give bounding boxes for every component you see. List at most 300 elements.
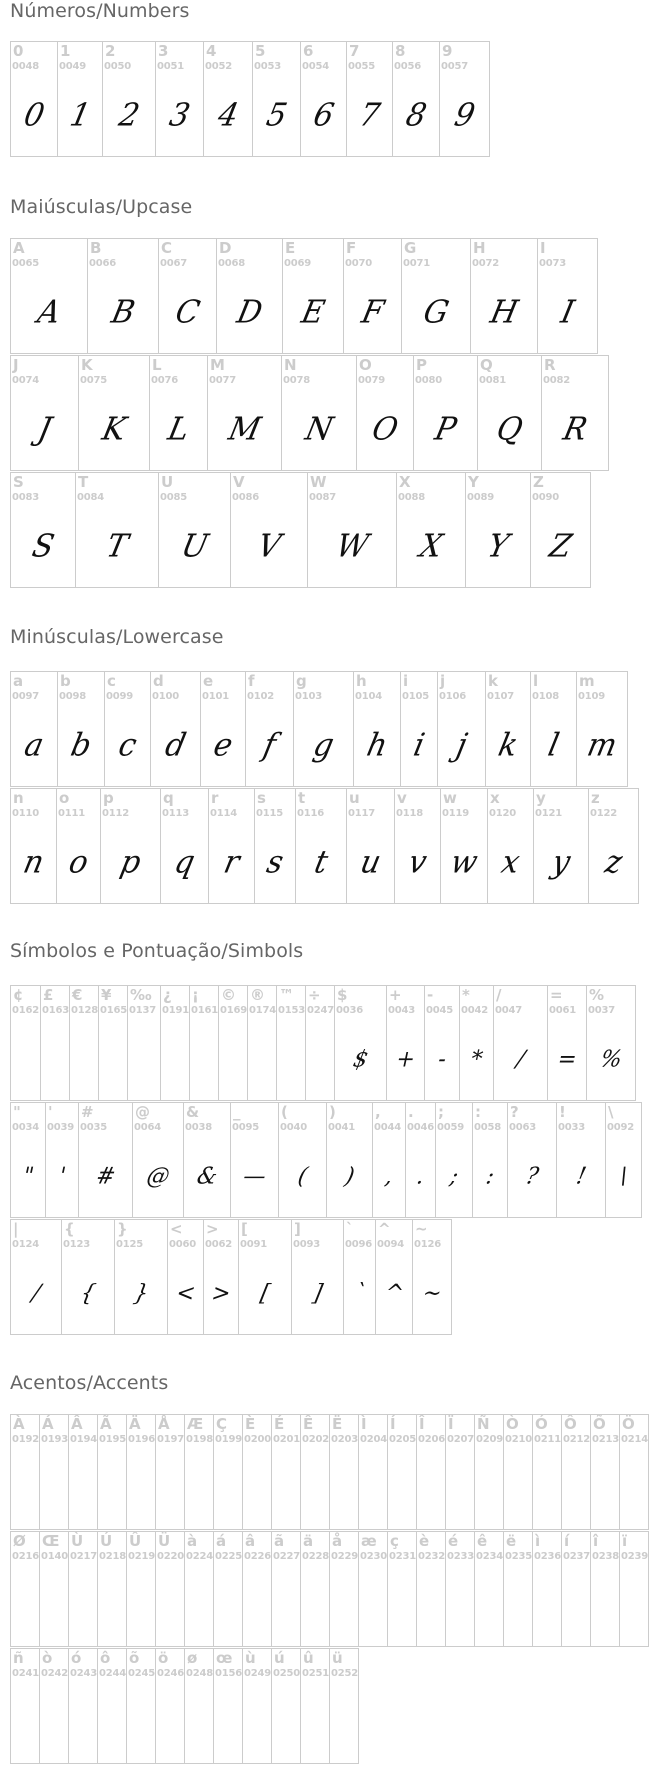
glyph-cell [561, 1531, 591, 1647]
glyph-cell [97, 1648, 127, 1764]
character-code: 0202 [302, 1434, 330, 1445]
script-glyph-preview: - [435, 1046, 449, 1073]
glyph-cell [343, 1219, 376, 1335]
character-label: 0 [13, 42, 24, 60]
script-glyph-preview: % [597, 1046, 625, 1073]
glyph-cell [158, 472, 231, 588]
character-code: 0048 [12, 61, 40, 72]
character-label: w [443, 789, 457, 807]
character-label: É [274, 1415, 285, 1433]
character-code: 0076 [151, 375, 179, 386]
glyph-cell [445, 1531, 475, 1647]
character-code: 0092 [607, 1122, 635, 1133]
character-label: Ø [13, 1532, 26, 1550]
glyph-cell [10, 1414, 40, 1530]
glyph-cell [10, 238, 88, 354]
character-label: c [107, 672, 116, 690]
character-code: 0115 [256, 808, 284, 819]
glyph-cell [561, 1414, 591, 1530]
character-code: 0070 [345, 258, 373, 269]
character-code: 0034 [12, 1122, 40, 1133]
glyph-cell [276, 985, 306, 1101]
character-label: Õ [593, 1415, 606, 1433]
character-code: 0250 [273, 1668, 301, 1679]
section-title-lowercase: Minúsculas/Lowercase [10, 626, 224, 648]
glyph-cell [213, 1414, 243, 1530]
character-label: ™ [279, 986, 294, 1004]
character-code: 0082 [543, 375, 571, 386]
script-glyph-preview [590, 1458, 620, 1521]
script-glyph-preview: " [20, 1163, 36, 1190]
script-glyph-preview [213, 1575, 243, 1638]
character-code: 0078 [283, 375, 311, 386]
character-label: € [72, 986, 83, 1004]
script-glyph-preview: Y [484, 528, 512, 565]
script-glyph-preview: X [416, 528, 446, 565]
script-glyph-preview: 0 [20, 97, 48, 134]
character-label: ) [329, 1103, 336, 1121]
character-code: 0100 [152, 691, 180, 702]
character-label: Â [71, 1415, 83, 1433]
script-glyph-preview [416, 1458, 446, 1521]
character-code: 0205 [389, 1434, 417, 1445]
script-glyph-preview [503, 1575, 533, 1638]
character-code: 0081 [479, 375, 507, 386]
script-glyph-preview [68, 1692, 98, 1755]
character-label: u [349, 789, 360, 807]
character-code: 0237 [563, 1551, 591, 1562]
glyph-cell [416, 1414, 446, 1530]
glyph-cell [329, 1531, 359, 1647]
glyph-cell [387, 1531, 417, 1647]
glyph-cell [413, 355, 478, 471]
character-code: 0242 [41, 1668, 69, 1679]
character-label: W [310, 473, 327, 491]
character-code: 0252 [331, 1668, 359, 1679]
script-glyph-preview: e [210, 727, 236, 764]
script-glyph-preview: { [78, 1280, 98, 1307]
script-glyph-preview [276, 1029, 306, 1092]
glyph-cell [343, 238, 402, 354]
script-glyph-preview: K [98, 411, 130, 448]
script-glyph-preview [10, 1029, 41, 1092]
character-label: = [550, 986, 563, 1004]
character-label: z [591, 789, 600, 807]
script-glyph-preview: N [302, 411, 337, 448]
character-label: D [219, 239, 232, 257]
character-label: ~ [415, 1220, 428, 1238]
character-code: 0156 [215, 1668, 243, 1679]
script-glyph-preview: o [65, 844, 92, 881]
character-code: 0125 [116, 1239, 144, 1250]
glyph-cell [300, 1648, 330, 1764]
glyph-cell [207, 355, 282, 471]
character-code: 0231 [389, 1551, 417, 1562]
character-label: q [163, 789, 174, 807]
glyph-cell [160, 788, 209, 904]
script-glyph-preview [329, 1692, 359, 1755]
glyph-cell [440, 788, 488, 904]
character-label: 4 [206, 42, 217, 60]
script-glyph-preview: 3 [166, 97, 194, 134]
character-code: 0243 [70, 1668, 98, 1679]
character-code: 0096 [345, 1239, 373, 1250]
character-label: j [440, 672, 446, 690]
glyph-cell [605, 1102, 642, 1218]
character-code: 0123 [63, 1239, 91, 1250]
glyph-cell [68, 1648, 98, 1764]
character-label: È [245, 1415, 256, 1433]
character-label: Z [533, 473, 544, 491]
script-glyph-preview [126, 1575, 156, 1638]
character-label: 6 [303, 42, 314, 60]
character-label: _ [233, 1103, 241, 1121]
character-code: 0248 [186, 1668, 214, 1679]
character-code: 0235 [505, 1551, 533, 1562]
character-label: { [64, 1220, 75, 1238]
script-glyph-preview [300, 1575, 330, 1638]
character-label: í [564, 1532, 570, 1550]
character-label: 7 [349, 42, 360, 60]
script-glyph-preview [242, 1458, 272, 1521]
character-label: î [593, 1532, 599, 1550]
character-code: 0204 [360, 1434, 388, 1445]
character-code: 0090 [532, 492, 560, 503]
script-glyph-preview [445, 1575, 475, 1638]
character-code: 0201 [273, 1434, 301, 1445]
character-code: 0050 [104, 61, 132, 72]
character-label: v [397, 789, 407, 807]
script-glyph-preview: I [557, 294, 578, 331]
glyph-cell [532, 1414, 562, 1530]
glyph-cell [149, 355, 208, 471]
glyph-cell [435, 1102, 473, 1218]
glyph-cell [439, 41, 490, 157]
character-code: 0033 [558, 1122, 586, 1133]
character-label: Í [390, 1415, 396, 1433]
character-code: 0063 [509, 1122, 537, 1133]
section-title-simbols: Símbolos e Pontuação/Simbols [10, 940, 304, 962]
script-glyph-preview: T [103, 528, 132, 565]
character-code: 0055 [348, 61, 376, 72]
character-label: 1 [60, 42, 71, 60]
character-code: 0086 [232, 492, 260, 503]
script-glyph-preview: 4 [214, 97, 242, 134]
script-glyph-preview [387, 1458, 417, 1521]
glyph-cell [104, 671, 151, 787]
glyph-cell [254, 788, 296, 904]
script-glyph-preview [68, 1575, 98, 1638]
glyph-grid-row [10, 788, 638, 904]
script-glyph-preview [69, 1029, 99, 1092]
glyph-cell [356, 355, 414, 471]
character-code: 0057 [441, 61, 469, 72]
glyph-cell [590, 1414, 620, 1530]
character-code: 0195 [99, 1434, 127, 1445]
script-glyph-preview [126, 1458, 156, 1521]
glyph-cell [213, 1531, 243, 1647]
character-code: 0117 [348, 808, 376, 819]
glyph-cell [252, 41, 301, 157]
character-label: ä [303, 1532, 314, 1550]
script-glyph-preview: b [67, 727, 95, 764]
character-code: 0121 [535, 808, 563, 819]
character-code: 0056 [394, 61, 422, 72]
glyph-cell [437, 671, 486, 787]
character-code: 0194 [70, 1434, 98, 1445]
glyph-cell [10, 1648, 40, 1764]
character-code: 0219 [128, 1551, 156, 1562]
character-code: 0106 [439, 691, 467, 702]
character-code: 0052 [205, 61, 233, 72]
character-label: * [462, 986, 470, 1004]
script-glyph-preview [590, 1575, 620, 1638]
glyph-cell [590, 1531, 620, 1647]
script-glyph-preview: l [544, 727, 563, 764]
character-code: 0212 [563, 1434, 591, 1445]
character-code: 0067 [160, 258, 188, 269]
script-glyph-preview: * [468, 1046, 485, 1073]
character-code: 0068 [218, 258, 246, 269]
character-code: 0216 [12, 1551, 40, 1562]
glyph-grid-row [10, 1648, 358, 1764]
character-label: ' [48, 1103, 53, 1121]
character-code: 0060 [169, 1239, 197, 1250]
character-label: ü [332, 1649, 343, 1667]
character-code: 0042 [461, 1005, 489, 1016]
script-glyph-preview: L [164, 411, 193, 448]
glyph-cell [78, 1102, 133, 1218]
character-label: d [153, 672, 164, 690]
character-code: 0233 [447, 1551, 475, 1562]
character-code: 0234 [476, 1551, 504, 1562]
script-glyph-preview: S [28, 528, 58, 565]
character-code: 0084 [77, 492, 105, 503]
glyph-cell [530, 472, 591, 588]
character-label: ? [510, 1103, 519, 1121]
character-code: 0054 [302, 61, 330, 72]
character-code: 0124 [12, 1239, 40, 1250]
character-label: ` [346, 1220, 354, 1238]
glyph-cell [10, 788, 57, 904]
character-label: ï [622, 1532, 628, 1550]
script-glyph-preview: y [548, 844, 574, 881]
glyph-cell [282, 238, 344, 354]
glyph-cell [102, 41, 156, 157]
character-label: ® [250, 986, 265, 1004]
character-label: Ó [535, 1415, 548, 1433]
character-code: 0037 [588, 1005, 616, 1016]
script-glyph-preview [387, 1575, 417, 1638]
character-label: Ú [100, 1532, 113, 1550]
script-glyph-preview [305, 1029, 335, 1092]
script-glyph-preview [218, 1029, 248, 1092]
character-label: e [203, 672, 214, 690]
character-label: | [13, 1220, 19, 1238]
script-glyph-preview: p [117, 844, 145, 881]
character-label: â [245, 1532, 256, 1550]
glyph-cell [387, 1414, 417, 1530]
script-glyph-preview: } [131, 1280, 151, 1307]
glyph-cell [485, 671, 531, 787]
character-label: ì [535, 1532, 541, 1550]
character-code: 0066 [89, 258, 117, 269]
character-code: 0247 [307, 1005, 335, 1016]
character-code: 0229 [331, 1551, 359, 1562]
character-label: ë [506, 1532, 517, 1550]
script-glyph-preview: i [410, 727, 428, 764]
character-code: 0165 [100, 1005, 128, 1016]
glyph-cell [78, 355, 150, 471]
glyph-cell [184, 1648, 214, 1764]
character-code: 0128 [71, 1005, 99, 1016]
glyph-cell [503, 1414, 533, 1530]
glyph-cell [530, 671, 577, 787]
character-code: 0047 [495, 1005, 523, 1016]
glyph-cell [230, 472, 308, 588]
glyph-cell [155, 1648, 185, 1764]
character-label: 8 [395, 42, 406, 60]
character-label: ê [477, 1532, 488, 1550]
character-label: C [161, 239, 173, 257]
character-code: 0088 [398, 492, 426, 503]
character-label: Ô [564, 1415, 577, 1433]
script-glyph-preview: H [487, 294, 522, 331]
script-glyph-preview [155, 1458, 185, 1521]
script-glyph-preview [474, 1458, 504, 1521]
character-label: x [490, 789, 500, 807]
script-glyph-preview [474, 1575, 504, 1638]
glyph-cell [619, 1531, 649, 1647]
character-label: m [579, 672, 595, 690]
character-label: % [589, 986, 605, 1004]
script-glyph-preview: c [115, 727, 140, 764]
character-label: ç [390, 1532, 399, 1550]
glyph-cell [477, 355, 542, 471]
character-code: 0192 [12, 1434, 40, 1445]
character-code: 0232 [418, 1551, 446, 1562]
glyph-cell [400, 671, 438, 787]
character-label: k [488, 672, 498, 690]
character-label: Î [419, 1415, 425, 1433]
character-code: 0214 [621, 1434, 649, 1445]
script-glyph-preview: J [34, 411, 55, 448]
character-label: @ [135, 1103, 150, 1121]
script-glyph-preview: Z [546, 528, 575, 565]
glyph-cell [401, 238, 471, 354]
script-glyph-preview [184, 1575, 214, 1638]
glyph-cell [126, 1414, 156, 1530]
glyph-cell [45, 1102, 79, 1218]
character-label: ‰ [130, 986, 152, 1004]
character-label: ÷ [308, 986, 321, 1004]
glyph-cell [160, 985, 190, 1101]
glyph-cell [87, 238, 159, 354]
character-code: 0043 [388, 1005, 416, 1016]
character-code: 0191 [162, 1005, 190, 1016]
script-glyph-preview: ` [351, 1280, 368, 1307]
character-code: 0072 [472, 258, 500, 269]
script-glyph-preview [97, 1458, 127, 1521]
character-code: 0224 [186, 1551, 214, 1562]
glyph-cell [271, 1531, 301, 1647]
character-code: 0225 [215, 1551, 243, 1562]
script-glyph-preview: w [447, 844, 481, 881]
script-glyph-preview [155, 1575, 185, 1638]
glyph-cell [576, 671, 628, 787]
character-label: ñ [13, 1649, 24, 1667]
character-code: 0137 [129, 1005, 157, 1016]
character-label: ] [294, 1220, 301, 1238]
glyph-cell [358, 1531, 388, 1647]
glyph-cell [305, 985, 335, 1101]
character-code: 0062 [205, 1239, 233, 1250]
script-glyph-preview: z [601, 844, 626, 881]
glyph-cell [56, 788, 101, 904]
glyph-cell [537, 238, 598, 354]
character-code: 0211 [534, 1434, 562, 1445]
character-label: À [13, 1415, 25, 1433]
script-glyph-preview: t [311, 844, 332, 881]
character-code: 0099 [106, 691, 134, 702]
glyph-cell [474, 1531, 504, 1647]
character-label: L [152, 356, 162, 374]
glyph-cell [307, 472, 397, 588]
character-code: 0114 [210, 808, 238, 819]
script-glyph-preview [561, 1575, 591, 1638]
section-title-upcase: Maiúsculas/Upcase [10, 196, 193, 218]
character-label: a [13, 672, 24, 690]
glyph-cell [271, 1648, 301, 1764]
character-code: 0238 [592, 1551, 620, 1562]
glyph-cell [126, 1531, 156, 1647]
character-code: 0153 [278, 1005, 306, 1016]
character-code: 0083 [12, 492, 40, 503]
character-code: 0103 [295, 691, 323, 702]
character-code: 0079 [358, 375, 386, 386]
character-label: Ä [129, 1415, 141, 1433]
character-label: : [475, 1103, 481, 1121]
script-glyph-preview [619, 1458, 649, 1521]
character-label: O [359, 356, 372, 374]
character-label: , [375, 1103, 381, 1121]
script-glyph-preview: 6 [310, 97, 338, 134]
character-label: ^ [378, 1220, 391, 1238]
glyph-cell [334, 985, 387, 1101]
character-label: h [356, 672, 367, 690]
script-glyph-preview: 9 [451, 97, 479, 134]
character-label: S [13, 473, 24, 491]
character-code: 0038 [185, 1122, 213, 1133]
character-code: 0107 [487, 691, 515, 702]
character-code: 0119 [442, 808, 470, 819]
character-code: 0213 [592, 1434, 620, 1445]
glyph-grid-row [10, 41, 489, 157]
character-code: 0049 [59, 61, 87, 72]
character-label: Ï [448, 1415, 454, 1433]
character-code: 0249 [244, 1668, 272, 1679]
character-code: 0217 [70, 1551, 98, 1562]
glyph-cell [155, 41, 204, 157]
glyph-cell [167, 1219, 204, 1335]
character-label: û [303, 1649, 314, 1667]
glyph-cell [216, 238, 283, 354]
character-label: N [284, 356, 297, 374]
glyph-cell [114, 1219, 168, 1335]
character-label: 3 [158, 42, 169, 60]
character-code: 0169 [220, 1005, 248, 1016]
glyph-grid-row [10, 671, 627, 787]
